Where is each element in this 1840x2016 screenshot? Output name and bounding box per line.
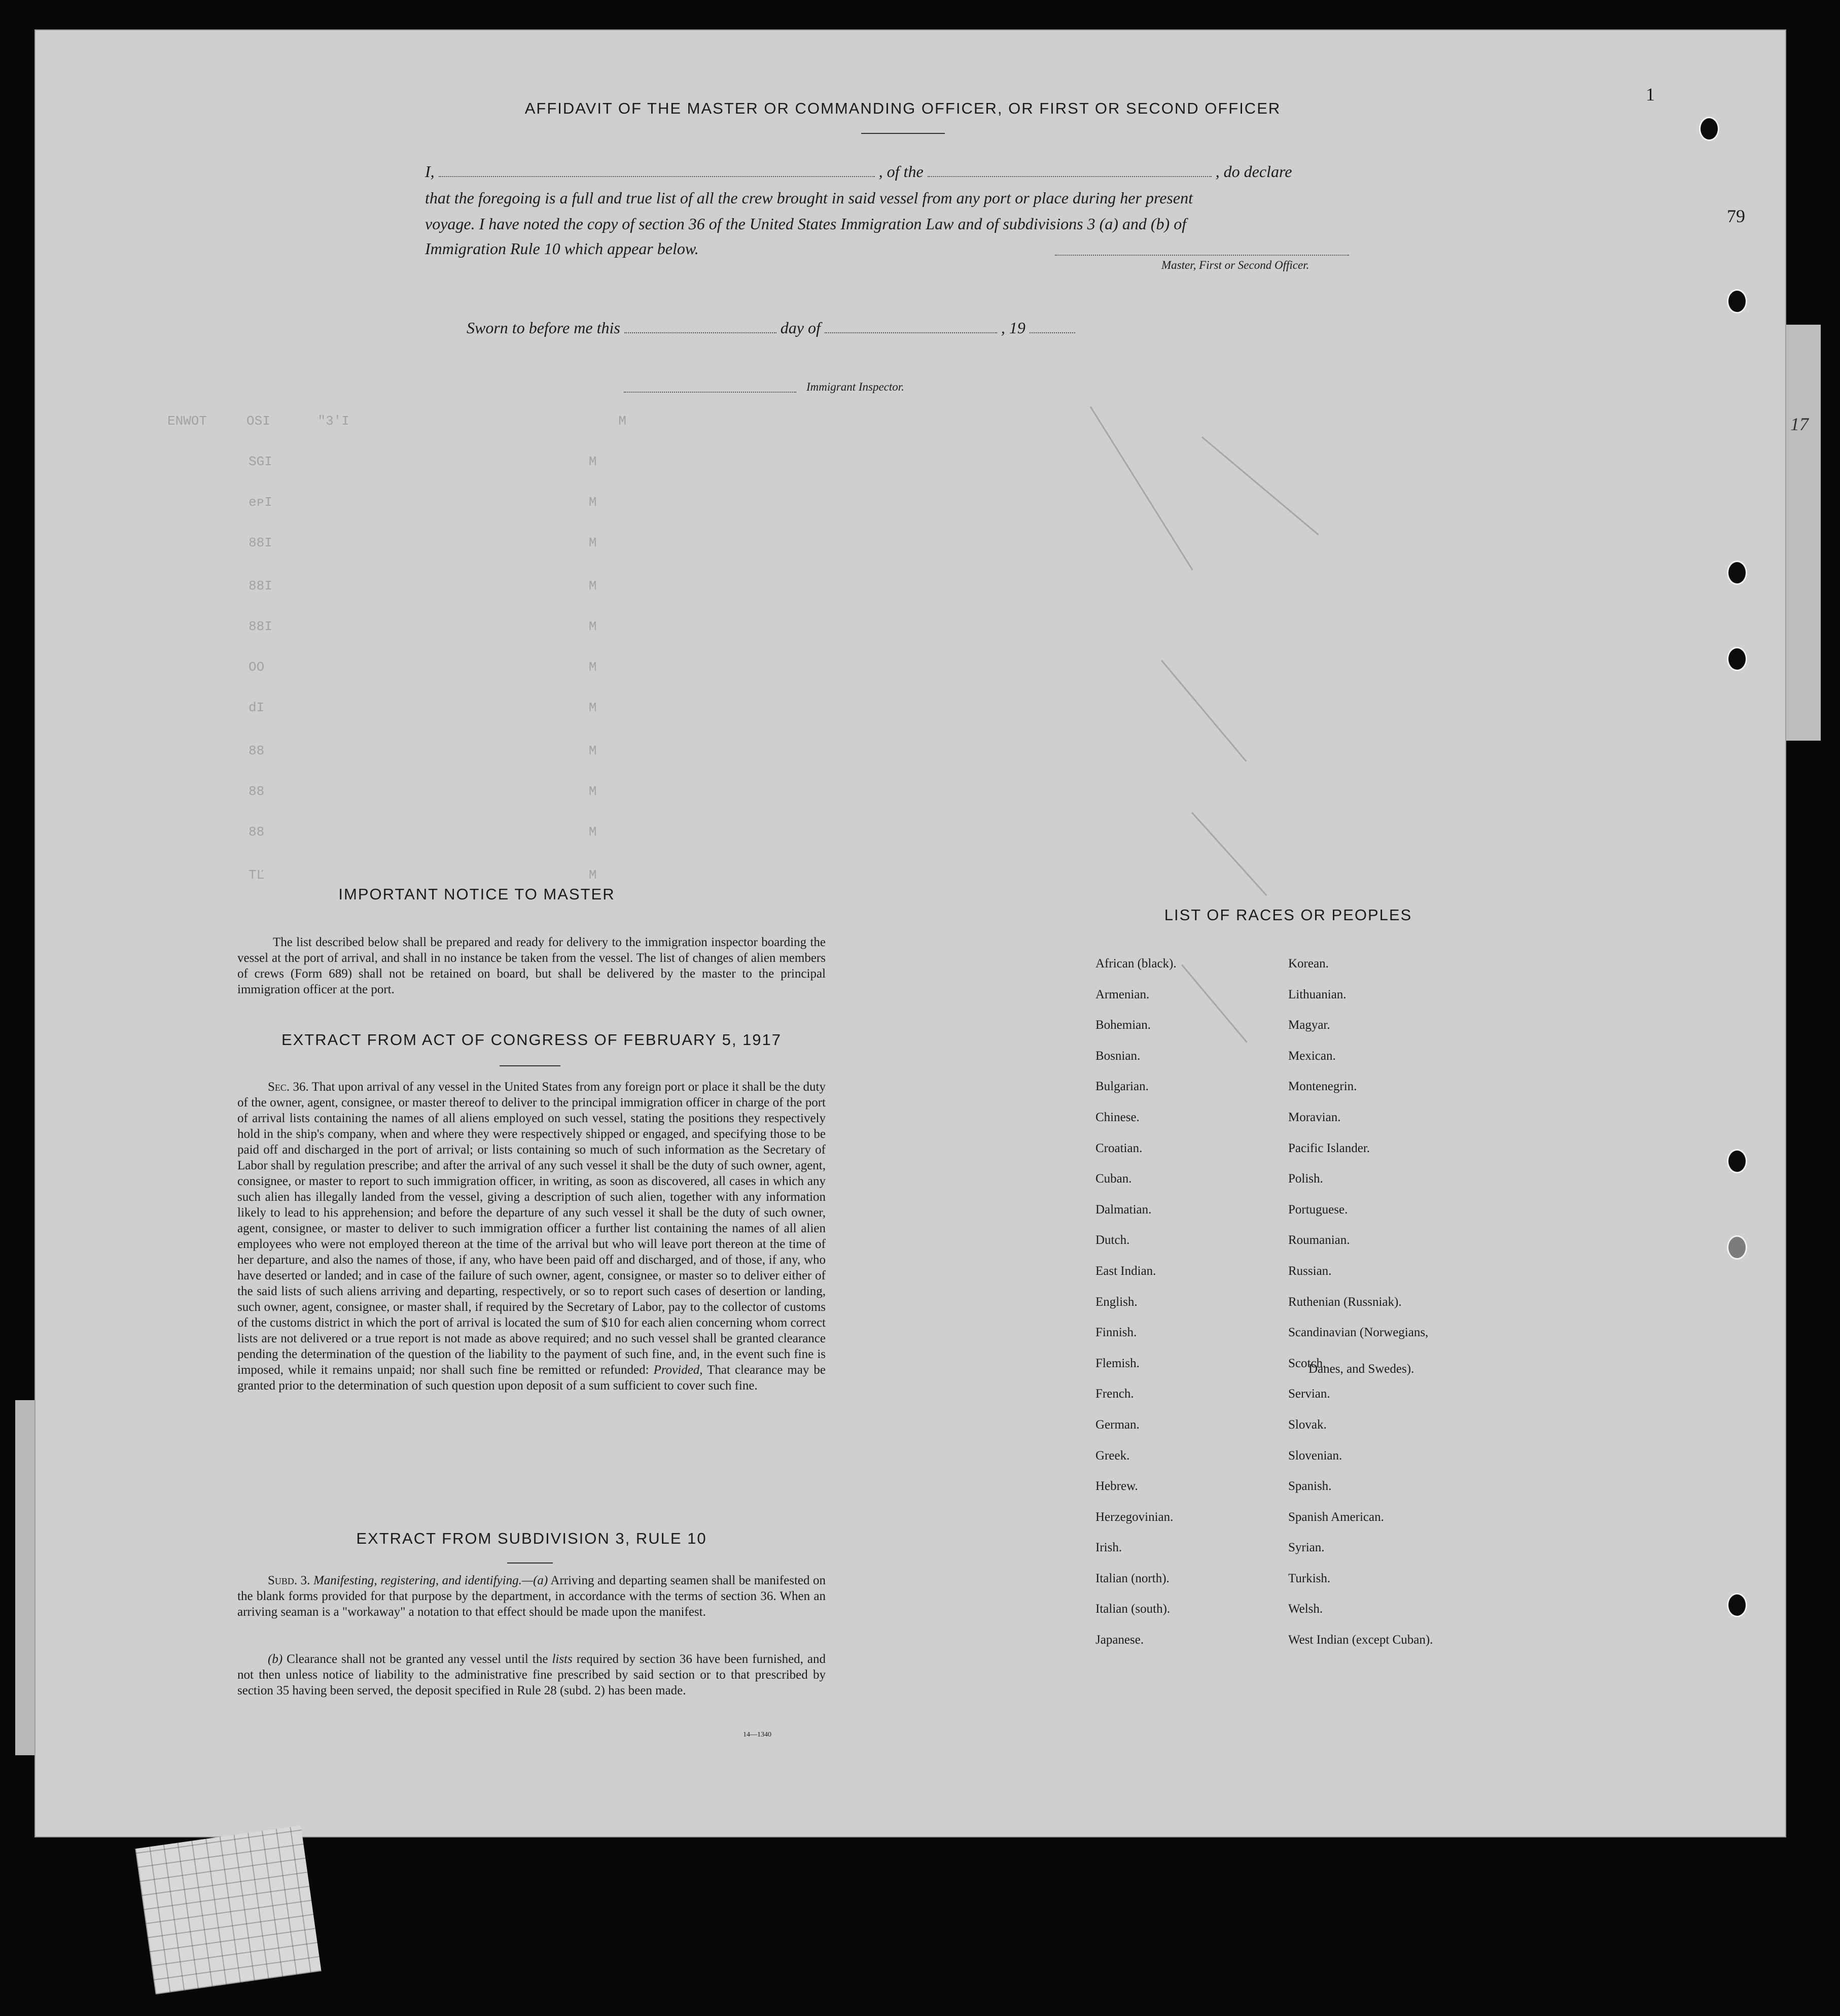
race-item: East Indian. <box>1095 1264 1156 1278</box>
race-item: West Indian (except Cuban). <box>1288 1633 1433 1647</box>
binder-hole <box>1727 561 1747 585</box>
race-item: Moravian. <box>1288 1110 1341 1124</box>
race-item: Servian. <box>1288 1387 1330 1401</box>
sworn-day-field[interactable] <box>624 332 776 333</box>
subd-title: Manifesting, registering, and identifying. <box>313 1574 522 1587</box>
para-a-label: —(a) <box>521 1574 548 1587</box>
extract-rule-title: EXTRACT FROM SUBDIVISION 3, RULE 10 <box>356 1530 707 1547</box>
race-item: German. <box>1095 1417 1140 1432</box>
race-item: Polish. <box>1288 1172 1323 1186</box>
races-title: LIST OF RACES OR PEOPLES <box>1164 906 1412 924</box>
race-item: Roumanian. <box>1288 1233 1350 1247</box>
sworn-month-field[interactable] <box>825 332 997 333</box>
affidavit-line3: voyage. I have noted the copy of section 36 of the United States Immigration Law and of subdivisions 3 (a) and (b) of <box>425 215 1187 233</box>
race-item: Armenian. <box>1095 987 1150 1001</box>
extract-rule-rule <box>507 1562 553 1563</box>
master-signature-label: Master, First or Second Officer. <box>1161 259 1310 271</box>
race-item: Croatian. <box>1095 1141 1143 1155</box>
bleed-through-text: eᴘI M <box>249 495 597 510</box>
binder-hole <box>1727 647 1747 671</box>
sec-text: That upon arrival of any vessel in the United States from any foreign port or place it shall be the duty of the owner, agent, consignee, or master thereof to deliver to the principal immigration officer in charge of the port of arrival lists containing the names of all aliens employed on such vessel, stating the positions they respectively hold in the ship's company, when and where they were respectively shipped or engaged, and specifying those to be paid off and discharged in the port of arrival; or lists containing so much of such information as the Secretary of Labor shall by regulation prescribe; and after the arrival of any such vessel it shall be the duty of such owner, agent, consignee, or master to report to such immigration officer, in writing, as soon as discovered, all cases in which any such alien has illegally landed from the vessel, giving a description of such alien, together with any information likely to lead to his apprehension; and before the departure of any such vessel it shall be the duty of such owner, agent, consignee, or master to deliver to such immigration officer a further list containing the names of all alien employees who were not employed thereon at the time of the arrival but who will leave port thereon at the time of her departure, and also the names of those, if any, who have been paid off and discharged, and of those, if any, who have deserted or landed; and in case of the failure of such owner, agent, consignee, or master so to deliver either of the said lists of such aliens arriving and departing, respectively, or so to report such cases of desertion or landing, such owner, agent, consignee, or master shall, if required by the Secretary of Labor, pay to the collector of customs of the customs district in which the port of arrival is located the sum of $10 for each alien concerning whom correct lists are not delivered or a true report is not made as above required; and no such vessel shall be granted clearance pending the determination of the question of the liability to the payment of such fine, and, in the event such fine is imposed, while it remains unpaid; nor shall such fine be remitted or refunded: <box>237 1080 826 1377</box>
binder-hole <box>1727 1593 1747 1617</box>
extract-act-title: EXTRACT FROM ACT OF CONGRESS OF FEBRUARY 5, 1917 <box>281 1031 782 1049</box>
bleed-through-text: 88 M <box>249 784 597 799</box>
vessel-name-field[interactable] <box>928 176 1212 177</box>
race-item: Irish. <box>1095 1541 1122 1555</box>
bleed-through-text: 88I M <box>249 619 597 634</box>
page-number: 79 <box>1727 206 1745 226</box>
race-item: Magyar. <box>1288 1018 1330 1032</box>
sec-text-end: That clearance may be granted prior to the determination of such question upon deposit of a sum sufficient to cover such fine. <box>237 1363 826 1393</box>
title-rule <box>861 133 945 134</box>
affidavit-line2: that the foregoing is a full and true list of all the crew brought in said vessel from any port or place during her present <box>425 189 1193 207</box>
race-item: Spanish American. <box>1288 1510 1384 1524</box>
para-b-end: required by section 36 have been furnished, and not then unless notice of liability to the administrative fine prescribed by said section or to that prescribed by section 35 having been served, the deposit specified in Rule 28 (subd. 2) has been made. <box>237 1652 826 1697</box>
bleed-through-text: 88I M <box>249 578 597 594</box>
sworn-year-field[interactable] <box>1030 332 1075 333</box>
race-item: English. <box>1095 1295 1138 1309</box>
binder-hole <box>1727 289 1747 314</box>
torn-paper-scrap <box>135 1825 321 1994</box>
race-item: Lithuanian. <box>1288 987 1347 1001</box>
race-item: Korean. <box>1288 957 1329 970</box>
inspector-signature-field[interactable] <box>624 392 796 393</box>
race-item: Greek. <box>1095 1448 1130 1463</box>
race-item: Ruthenian (Russniak). <box>1288 1295 1402 1309</box>
para-a-text: Arriving and departing seamen shall be manifested on the blank forms provided for that purpose by the department, in accordance with the terms of section 36. When an arriving seaman is a "workaway" a notation to that effect should be made upon the manifest. <box>237 1574 826 1619</box>
master-signature-field[interactable] <box>1055 255 1349 256</box>
bleed-through-text: SGI M <box>249 454 597 469</box>
affidavit-declare: , do declare <box>1215 162 1292 181</box>
race-item: Hebrew. <box>1095 1479 1138 1493</box>
corner-mark: 1 <box>1646 84 1655 105</box>
edge-mark: 17 <box>1790 414 1809 434</box>
race-item: Russian. <box>1288 1264 1332 1278</box>
affidavit-i: I, <box>425 162 435 181</box>
race-item: Flemish. <box>1095 1356 1140 1370</box>
notice-title: IMPORTANT NOTICE TO MASTER <box>338 885 615 903</box>
para-b-start: Clearance shall not be granted any vessel until the <box>287 1652 548 1666</box>
affidavit-line1 <box>425 162 1384 181</box>
race-item: Scandinavian (Norwegians, <box>1288 1326 1429 1340</box>
race-item: Bulgarian. <box>1095 1080 1149 1094</box>
bleed-through-text: 88I M <box>249 535 597 550</box>
race-item: Finnish. <box>1095 1326 1137 1340</box>
bleed-through-text: dI M <box>249 700 597 715</box>
race-item: French. <box>1095 1387 1134 1401</box>
subd-label: Subd. 3. <box>268 1574 310 1587</box>
form-number: 14—1340 <box>743 1731 771 1739</box>
race-item-continuation: Danes, and Swedes). <box>1308 1362 1414 1376</box>
bleed-through-text: TĽ M <box>249 867 597 883</box>
race-item: Spanish. <box>1288 1479 1332 1493</box>
rule-para-a <box>237 1573 826 1620</box>
race-item: Chinese. <box>1095 1110 1140 1124</box>
affidavit-line4: Immigration Rule 10 which appear below. <box>425 239 699 258</box>
race-item: Slovenian. <box>1288 1448 1342 1463</box>
race-item: Herzegovinian. <box>1095 1510 1174 1524</box>
binder-hole <box>1727 1235 1747 1260</box>
bleed-through-text: OO M <box>249 659 597 675</box>
binder-hole <box>1699 117 1719 141</box>
race-item: Pacific Islander. <box>1288 1141 1370 1155</box>
para-b-lists: lists <box>552 1652 573 1666</box>
race-item: Scotch. <box>1288 1356 1326 1370</box>
extract-act-rule <box>500 1065 560 1066</box>
declarant-name-field[interactable] <box>439 176 875 177</box>
race-item: Mexican. <box>1288 1049 1336 1063</box>
races-left-column <box>1095 956 1278 1663</box>
race-item: Montenegrin. <box>1288 1080 1357 1094</box>
binder-hole <box>1727 1149 1747 1173</box>
bleed-through-text: ENWOT OSI "3'I M <box>167 413 626 429</box>
race-item: Turkish. <box>1288 1571 1331 1585</box>
notice-text: The list described below shall be prepared and ready for delivery to the immigration inspector boarding the vessel at the port of arrival, and shall in no instance be taken from the vessel. The list of changes of alien members of crews (Form 689) shall not be retained on board, but shall be delivered by the master to the principal immigration officer at the port. <box>237 935 826 996</box>
race-item: Welsh. <box>1288 1602 1323 1616</box>
extract-act-text <box>237 1079 826 1394</box>
affidavit-title: AFFIDAVIT OF THE MASTER OR COMMANDING OFFICER, OR FIRST OR SECOND OFFICER <box>524 99 1281 117</box>
race-item: Italian (north). <box>1095 1571 1170 1585</box>
race-item: Bosnian. <box>1095 1049 1141 1063</box>
para-b-label: (b) <box>268 1652 283 1666</box>
race-item: Slovak. <box>1288 1417 1327 1432</box>
inspector-label: Immigrant Inspector. <box>806 380 904 393</box>
race-item: Portuguese. <box>1288 1202 1348 1216</box>
sworn-line <box>467 319 1075 337</box>
bleed-through-text: 88 M <box>249 743 597 758</box>
race-item: Italian (south). <box>1095 1602 1171 1616</box>
race-item: Cuban. <box>1095 1172 1132 1186</box>
bleed-through-text: 88 M <box>249 824 597 840</box>
races-right-column <box>1288 956 1532 1663</box>
rule-para-b <box>237 1651 826 1698</box>
sec-label: Sec. 36. <box>268 1080 309 1094</box>
sworn-year-label: , 19 <box>1001 319 1025 337</box>
race-item: Dalmatian. <box>1095 1202 1152 1216</box>
race-item: Bohemian. <box>1095 1018 1151 1032</box>
affidavit-of-the: , of the <box>878 162 924 181</box>
sworn-prefix: Sworn to before me this <box>467 319 620 337</box>
provided-label: Provided, <box>653 1363 703 1377</box>
race-item: Dutch. <box>1095 1233 1130 1247</box>
race-item: African (black). <box>1095 957 1177 970</box>
race-item: Japanese. <box>1095 1633 1144 1647</box>
sworn-day-label: day of <box>780 319 821 337</box>
race-item: Syrian. <box>1288 1541 1325 1555</box>
